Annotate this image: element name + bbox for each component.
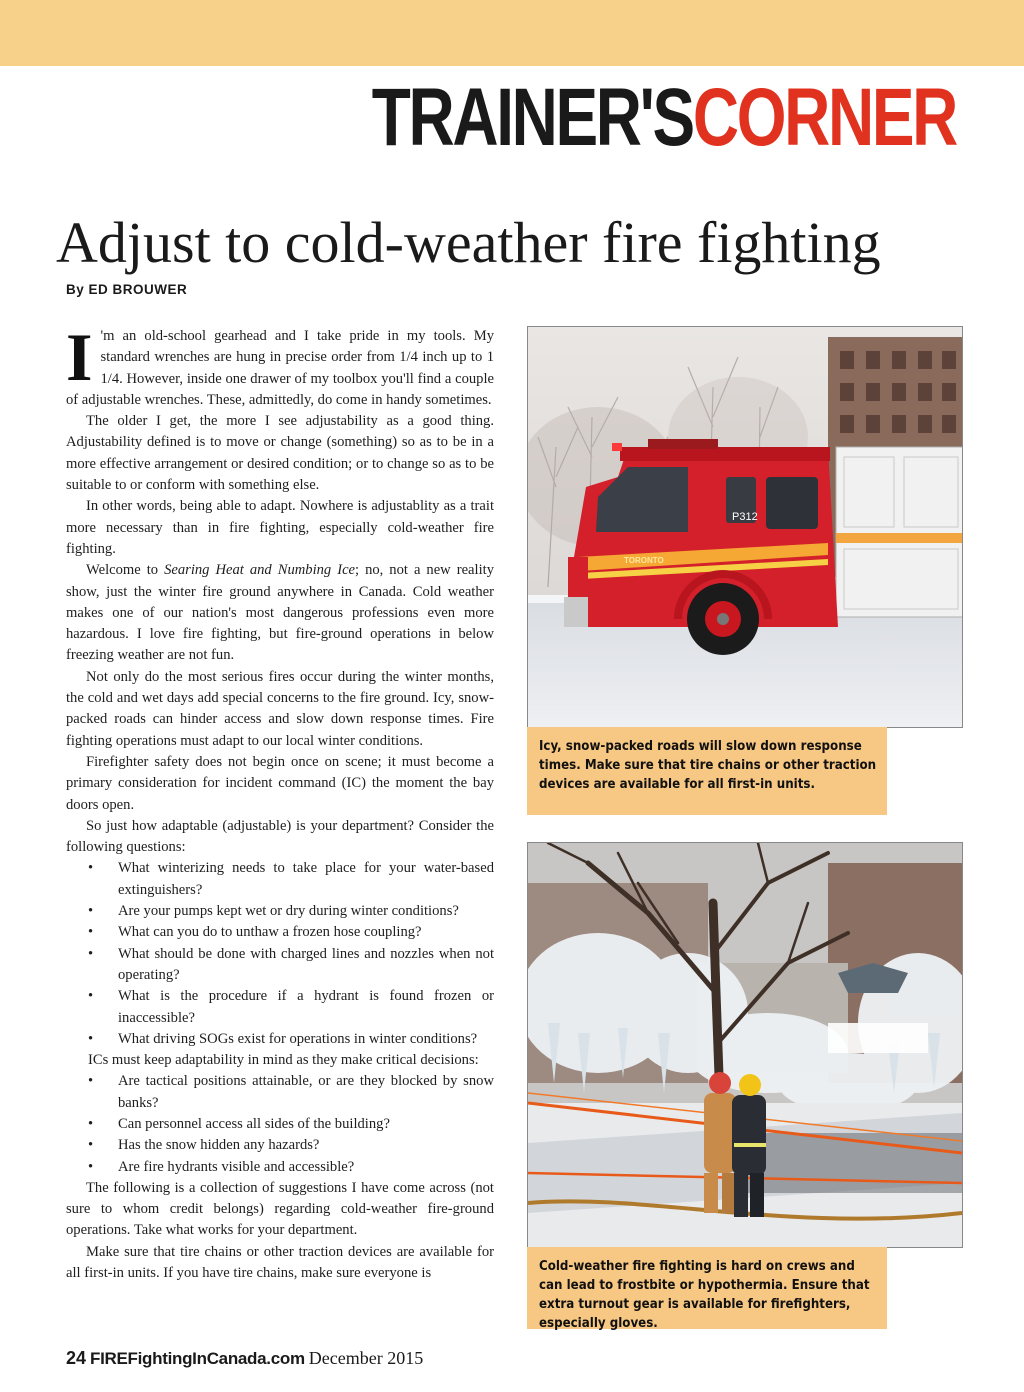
list-item: • What can you do to unthaw a frozen hose coupling? [66,922,494,943]
fire-truck-illustration [528,327,962,727]
list-item: • Are tactical positions attainable, or are they blocked by snow banks? [66,1071,494,1114]
issue-date: December 2015 [308,1348,424,1368]
page-number: 24 [66,1348,87,1368]
paragraph [66,560,494,666]
paragraph [66,319,494,411]
paragraph: Firefighter safety does not begin once on scene; it must become a primary consideration for incident command (IC) the moment the bay doors open. [66,753,494,813]
paragraph: In other words, being able to adapt. Nowhere is adjustablity as a trait more necessary than in fire fighting, especially cold-weather fire fighting. [66,498,494,557]
show-title: Searing Heat and Numbing Ice [164,562,356,579]
list-item: • Are fire hydrants visible and accessible? [66,1157,494,1178]
list-item: • Can personnel access all sides of the building? [66,1114,494,1135]
paragraph: The following is a collection of suggestions I have come across (not sure to whom credit belongs) regarding cold-weather fire-ground operations. Take what works for your department. [66,1179,494,1239]
ice-scene-illustration [528,843,962,1247]
byline: By ED BROUWER [66,282,188,297]
list-item: • What winterizing needs to take place for your water-based extinguishers? [66,858,494,901]
paragraph: So just how adaptable (adjustable) is your department? Consider the following questions: [66,817,494,856]
paragraph: The older I get, the more I see adjustability as a good thing. Adjustability defined is to move or change (something) so as to be in a more effective arrangement or desired condition; or to change so as to be suitable to or conform with something else. [66,413,494,494]
fire-truck-photo [527,326,963,728]
paragraph-text: Welcome to [86,562,165,579]
list-item: • Has the snow hidden any hazards? [66,1135,494,1156]
truck-unit-number: P312 [732,511,758,523]
list-item: • What is the procedure if a hydrant is found frozen or inaccessible? [66,986,494,1029]
section-title-part1: TRAINER'S [371,72,693,163]
top-banner [0,0,1024,66]
section-title [372,74,956,162]
list-item: • What should be done with charged lines and nozzles when not operating? [66,944,494,987]
section-title-part2: CORNER [692,72,956,163]
paragraph: ICs must keep adaptability in mind as they make critical decisions: [88,1052,479,1069]
paragraph: Make sure that tire chains or other traction devices are available for all first-in units. If you have tire chains, make sure everyone is [66,1243,494,1282]
website-name: FIREFightingInCanada.com [90,1349,305,1368]
truck-brand-text: TORONTO [624,556,664,565]
photo-caption: Cold-weather fire fighting is hard on crews and can lead to frostbite or hypothermia. Ensure that extra turnout gear is available for firefighters, especially gloves. [527,1247,887,1329]
page-footer [66,1348,423,1369]
list-item: • Are your pumps kept wet or dry during winter conditions? [66,901,494,922]
paragraph-text: ; no, not a new reality show, just the winter fire ground anywhere in Canada. Cold weather makes one of our nation's most dangerous professions even more hazardous. I love fire fighting, but fire-ground operations in below freezing weather are not fun. [66,562,494,664]
drop-cap: I [66,319,93,395]
question-list [66,858,494,1050]
photo-caption: Icy, snow-packed roads will slow down response times. Make sure that tire chains or other traction devices are available for all first-in units. [527,727,887,815]
firefighters-photo [527,842,963,1248]
article-body [66,319,494,1284]
question-list [66,1071,494,1177]
article-headline: Adjust to cold-weather fire fighting [56,210,881,275]
list-item: • What driving SOGs exist for operations in winter conditions? [66,1029,494,1050]
paragraph: Not only do the most serious fires occur during the winter months, the cold and wet days add special concerns to the fire ground. Icy, snow-packed roads can hinder access and slow down response times. Fire fighting operations must adapt to our local winter conditions. [66,668,494,749]
paragraph-text: 'm an old-school gearhead and I take pride in my tools. My standard wrenches are hung in precise order from 1/4 inch up to 1 1/4. However, inside one drawer of my toolbox you'll find a couple of adjustable wrenches. These, admittedly, do come in handy sometimes. [66,328,494,408]
